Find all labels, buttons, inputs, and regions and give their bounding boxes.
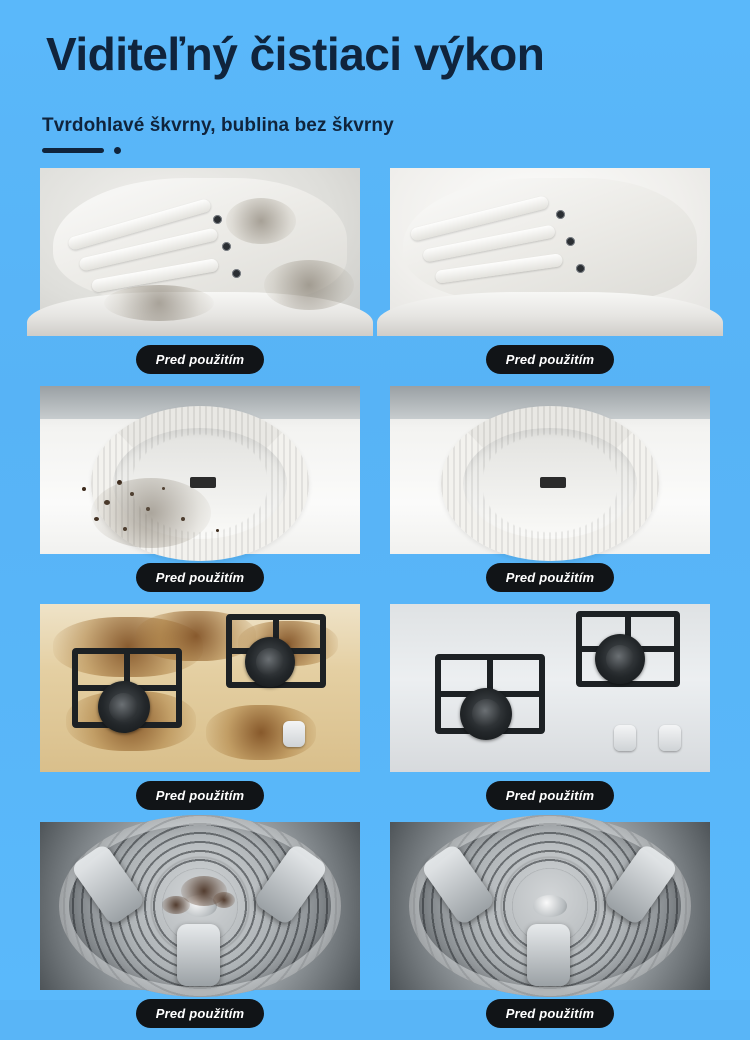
drum-illustration <box>40 822 360 990</box>
status-badge: Pred použitím <box>486 345 615 374</box>
comparison-cell-drum-clean <box>390 822 710 1040</box>
stove-knob[interactable] <box>614 725 636 751</box>
status-badge: Pred použitím <box>136 345 265 374</box>
comparison-cell-stove-dirty <box>40 604 360 822</box>
status-badge: Pred použitím <box>136 563 265 592</box>
comparison-cell-drum-dirty <box>40 822 360 1040</box>
divider <box>0 137 750 154</box>
shoe-illustration <box>40 168 360 336</box>
status-badge: Pred použitím <box>486 999 615 1028</box>
divider-line <box>42 148 104 153</box>
photo-drum-clean <box>390 822 710 990</box>
stain-mark <box>226 198 296 244</box>
comparison-grid <box>0 168 750 1040</box>
drum-outer <box>59 815 341 996</box>
comparison-cell-stove-clean <box>390 604 710 822</box>
burner <box>98 681 150 733</box>
garment-tag <box>540 477 566 488</box>
stain-speck <box>216 529 219 532</box>
stain-mark <box>91 478 211 548</box>
divider-dot <box>114 147 121 154</box>
photo-drum-dirty <box>40 822 360 990</box>
stain-speck <box>82 487 86 491</box>
photo-shoe-clean <box>390 168 710 336</box>
burner <box>595 634 645 684</box>
status-badge: Pred použitím <box>136 781 265 810</box>
photo-collar-dirty <box>40 386 360 554</box>
collar-illustration <box>390 386 710 554</box>
photo-stove-clean <box>390 604 710 772</box>
burner-cap <box>472 699 501 728</box>
burner <box>245 637 295 687</box>
stove-illustration <box>40 604 360 772</box>
drum-door-edge <box>409 815 691 996</box>
comparison-cell-collar-clean <box>390 386 710 604</box>
shoe-eyelet <box>213 215 222 224</box>
photo-shoe-dirty <box>40 168 360 336</box>
comparison-cell-shoe-clean <box>390 168 710 386</box>
shoe-sole <box>377 292 723 336</box>
stove-knob[interactable] <box>283 721 305 747</box>
photo-stove-dirty <box>40 604 360 772</box>
shoe-eyelet <box>232 269 241 278</box>
stove-illustration <box>390 604 710 772</box>
burner-cap <box>256 648 284 676</box>
shoe-eyelet <box>566 237 575 246</box>
garment-tag <box>190 477 216 488</box>
photo-collar-clean <box>390 386 710 554</box>
mold-stain <box>162 896 190 914</box>
status-badge: Pred použitím <box>486 781 615 810</box>
drum-illustration <box>390 822 710 990</box>
burner-cap <box>109 693 138 722</box>
shoe-eyelet <box>576 264 585 273</box>
shoe-illustration <box>390 168 710 336</box>
burner-cap <box>606 645 634 673</box>
drum-door-edge <box>59 815 341 996</box>
drum-outer <box>409 815 691 996</box>
burner <box>460 688 512 740</box>
status-badge: Pred použitím <box>136 999 265 1028</box>
collar-illustration <box>40 386 360 554</box>
comparison-cell-collar-dirty <box>40 386 360 604</box>
status-badge: Pred použitím <box>486 563 615 592</box>
comparison-cell-shoe-dirty <box>40 168 360 386</box>
stove-knob[interactable] <box>659 725 681 751</box>
stain-mark <box>264 260 354 310</box>
page-subtitle: Tvrdohlavé škvrny, bublina bez škvrny <box>42 114 394 136</box>
page-title: Viditeľný čistiaci výkon <box>46 28 545 80</box>
shoe-body <box>403 178 697 302</box>
